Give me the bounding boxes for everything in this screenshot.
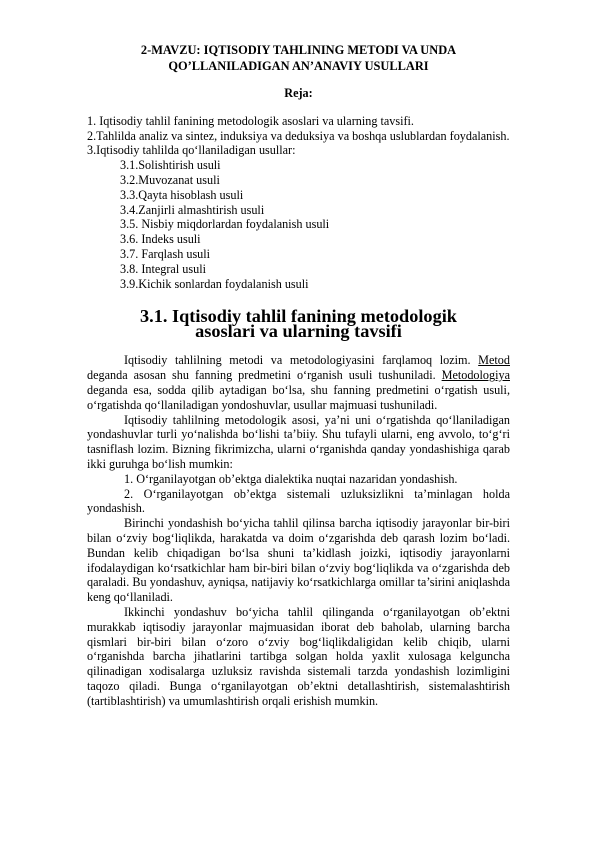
section-title-line-2: asoslari va ularning tavsifi <box>195 321 402 342</box>
document-title <box>87 42 510 74</box>
paragraph-text: deganda esa, sodda qilib aytadigan bo‘lsa, shu fanning predmetini o‘rgatish usuli, o‘rgatishda qo‘llaniladigan yondoshuvlar, usullar majmuasi tushuniladi. <box>87 382 510 412</box>
plan-subitem: 3.1.Solishtirish usuli <box>120 158 221 173</box>
plan-item-1: 1. Iqtisodiy tahlil fanining metodologik asoslari va ularning tavsifi. <box>87 113 414 128</box>
plan-subitem: 3.9.Kichik sonlardan foydalanish usuli <box>120 276 309 291</box>
plan-heading: Reja: <box>284 86 313 100</box>
paragraph-methodological-basis: Iqtisodiy tahlilning metodologik asosi, ya’ni uni o‘rgatishda qo‘llaniladigan yondashuvlar turli yo‘nalishda bo‘lishi ta’biiy. Shu tufayli ularni, eng avvolo, to‘g‘ri tasniflash lozim. Bizning fikrimizcha, ularni o‘rganishda qanday yondashishiga qarab ikki guruhga bo‘lish mumkin: <box>87 412 510 471</box>
paragraph-second-approach: Ikkinchi yondashuv bo‘yicha tahlil qilinganda o‘rganilayotgan ob’ektni murakkab iqtisodiy jarayonlar majmuasidan iborat deb baholab, ularning barcha qismlari bir-biri bilan o‘zoro o‘zviy bog‘liqlikdaligidan kelib chiqib, ularni o‘rganishda barcha jihatlarini tartibga solgan holda yaxlit xulosaga kelguncha qilinadigan xodisalarga uzluksiz ravishda sistemali tarzda yondashish lozimligini taqozo qiladi. Bunga o‘rganilayotgan ob’ektni detallashtirish, sistemalashtirish (tartiblashtirish) va umumlashtirish orqali erishish mumkin. <box>87 604 510 708</box>
plan-item-2: 2.Tahlilda analiz va sintez, induksiya va deduksiya va boshqa uslublardan foydalanish. <box>87 128 510 143</box>
document-title-line-1: 2-MAVZU: IQTISODIY TAHLINING METODI VA UNDA <box>140 43 457 57</box>
document-page <box>87 42 510 708</box>
paragraph-text: Iqtisodiy tahlilning metodi va metodologiyasini farqlamoq lozim. <box>124 353 479 368</box>
paragraph-method-definition <box>87 353 510 412</box>
document-title-line-2: QO’LLANILADIGAN AN’ANAVIY USULLARI <box>168 59 429 73</box>
plan-list <box>87 114 510 292</box>
plan-subitem: 3.4.Zanjirli almashtirish usuli <box>120 202 265 217</box>
plan-subitem: 3.8. Integral usuli <box>120 261 206 276</box>
plan-subitem: 3.7. Farqlash usuli <box>120 246 211 261</box>
plan-subitem: 3.3.Qayta hisoblash usuli <box>120 187 244 202</box>
paragraph-text: deganda asosan shu fanning predmetini o‘rganish usuli tushuniladi. <box>87 368 442 383</box>
plan-subitem: 3.6. Indeks usuli <box>120 232 201 247</box>
plan-subitem: 3.2.Muvozanat usuli <box>120 172 220 187</box>
plan-item-3: 3.Iqtisodiy tahlilda qo‘llaniladigan usullar: <box>87 143 296 158</box>
section-body <box>87 353 510 708</box>
term-metodologiya: Metodologiya <box>441 368 510 383</box>
paragraph-approach-2: 2. O‘rganilayotgan ob’ektga sistemali uzluksizlikni ta’minlagan holda yondashish. <box>87 486 510 516</box>
term-metod: Metod <box>478 353 510 368</box>
paragraph-first-approach: Birinchi yondashish bo‘yicha tahlil qilinsa barcha iqtisodiy jarayonlar bir-biri bilan o‘zviy bog‘liqlikda, harakatda va doim o‘zgarishda deb qarash lozim bo‘ladi. Bundan kelib chiqadigan bo‘lsa shuni ta’kidlash joizki, iqtisodiy jarayonlarni ifodalaydigan ko‘rsatkichlar ham bir-biri bilan o‘zviy bog‘liqlikda va o‘zgarishda deb qaraladi. Bu yondashuv, ayniqsa, natijaviy ko‘rsatkichlarga omillar ta’sirini aniqlashda keng qo‘llaniladi. <box>87 516 510 605</box>
section-title <box>87 306 510 342</box>
paragraph-approach-1: 1. O‘rganilayotgan ob’ektga dialektika nuqtai nazaridan yondashish. <box>124 471 458 486</box>
plan-subitem: 3.5. Nisbiy miqdorlardan foydalanish usuli <box>120 217 330 232</box>
section-title-line-1: 3.1. Iqtisodiy tahlil fanining metodologik <box>140 306 457 327</box>
